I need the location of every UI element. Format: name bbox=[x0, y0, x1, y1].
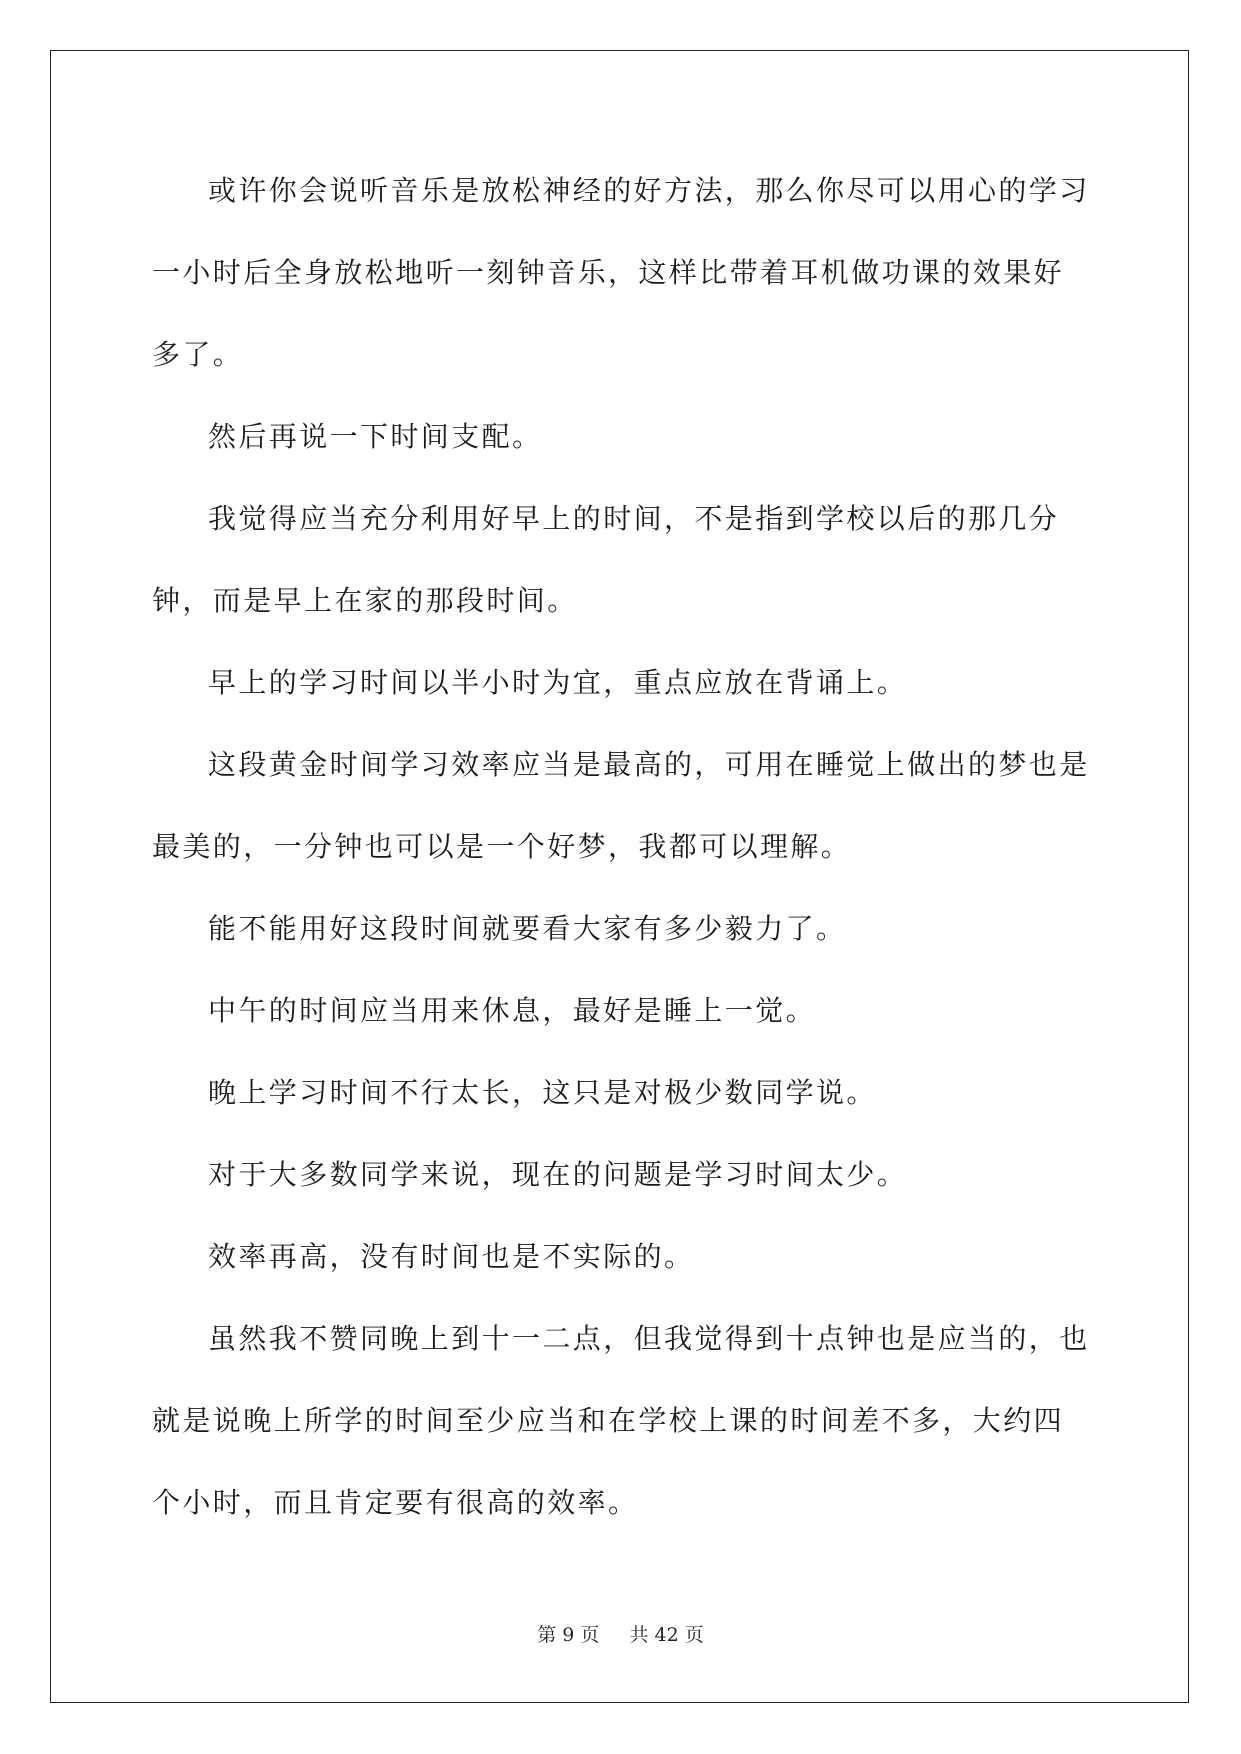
document-body bbox=[152, 150, 1092, 1544]
paragraph: 这段黄金时间学习效率应当是最高的，可用在睡觉上做出的梦也是最美的，一分钟也可以是一个好梦，我都可以理解。 bbox=[152, 748, 1090, 863]
page-total: 共 42 页 bbox=[629, 1624, 704, 1646]
page-footer bbox=[0, 1620, 1241, 1647]
page-number: 第 9 页 bbox=[537, 1624, 600, 1646]
paragraph: 虽然我不赞同晚上到十一二点，但我觉得到十点钟也是应当的，也就是说晚上所学的时间至少应当和在学校上课的时间差不多，大约四个小时，而且肯定要有很高的效率。 bbox=[152, 1322, 1090, 1519]
paragraph: 晚上学习时间不行太长，这只是对极少数同学说。 bbox=[208, 1076, 877, 1109]
paragraph: 我觉得应当充分利用好早上的时间，不是指到学校以后的那几分钟，而是早上在家的那段时间。 bbox=[152, 502, 1060, 617]
paragraph: 能不能用好这段时间就要看大家有多少毅力了。 bbox=[208, 912, 847, 945]
paragraph: 中午的时间应当用来休息，最好是睡上一觉。 bbox=[208, 994, 817, 1027]
paragraph: 或许你会说听音乐是放松神经的好方法，那么你尽可以用心的学习一小时后全身放松地听一刻钟音乐，这样比带着耳机做功课的效果好多了。 bbox=[152, 174, 1090, 371]
paragraph: 然后再说一下时间支配。 bbox=[208, 420, 543, 453]
paragraph: 效率再高，没有时间也是不实际的。 bbox=[208, 1240, 695, 1273]
paragraph: 对于大多数同学来说，现在的问题是学习时间太少。 bbox=[208, 1158, 908, 1191]
paragraph: 早上的学习时间以半小时为宜，重点应放在背诵上。 bbox=[208, 666, 908, 699]
